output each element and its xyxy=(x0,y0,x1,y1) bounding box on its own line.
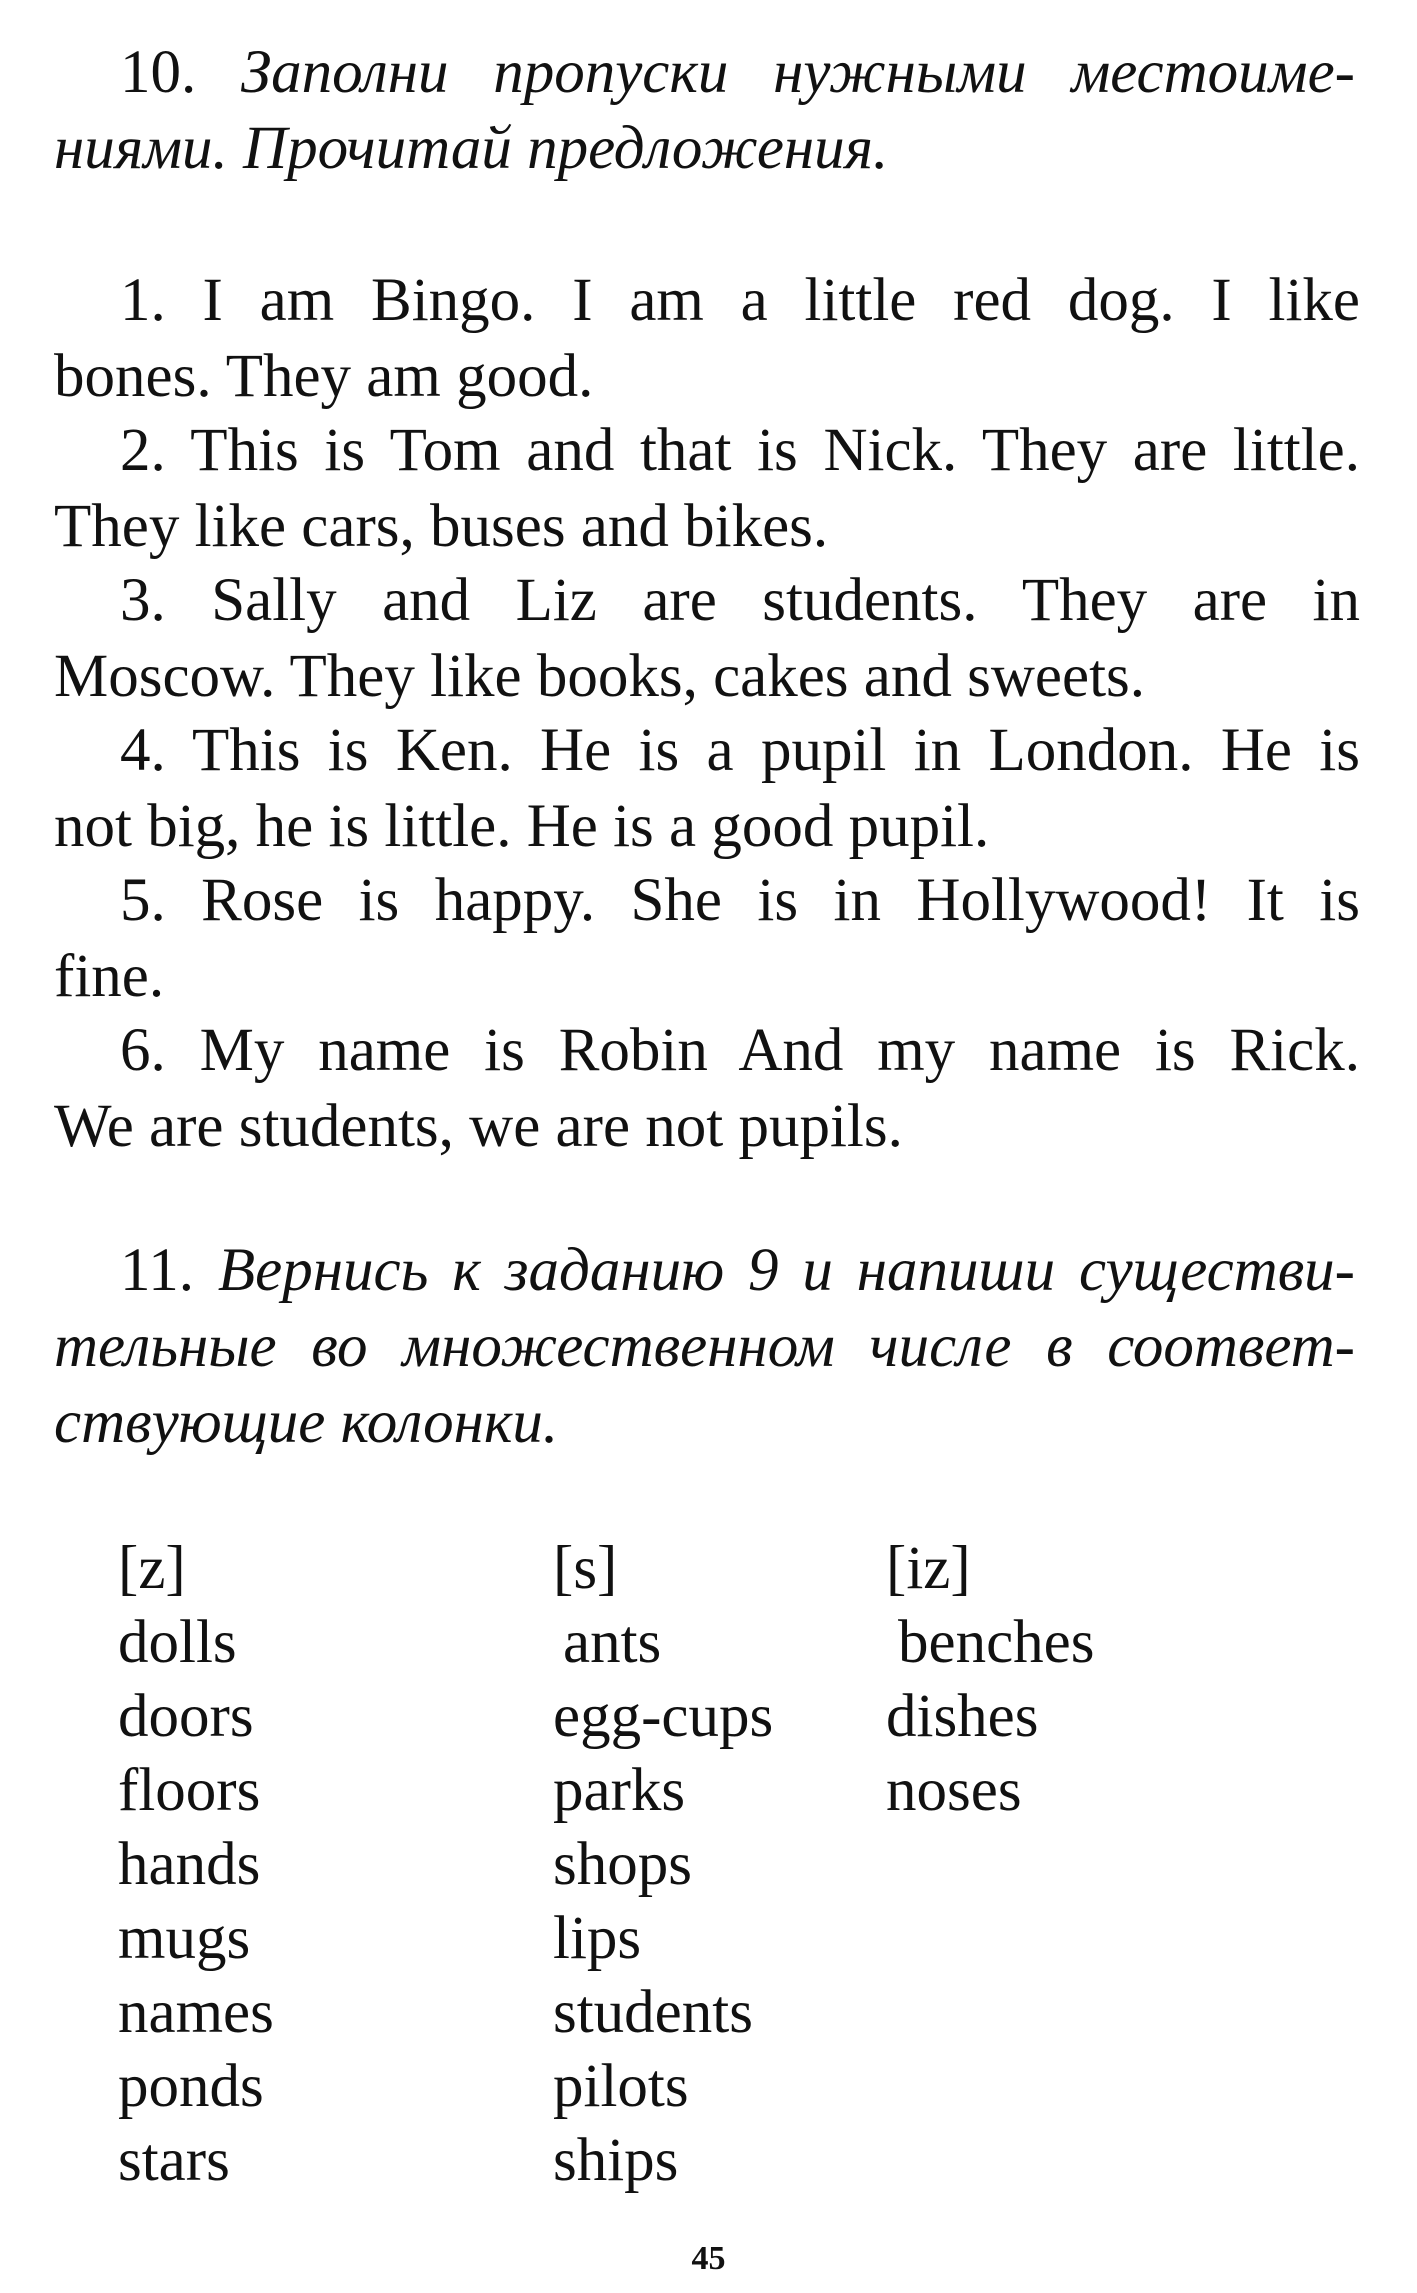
column-z-item: dolls xyxy=(118,1609,237,1676)
exercise-11-instruction-line-2: тельные во множественном числе в соответ- xyxy=(54,1313,1355,1380)
exercise-10-sentence-line: not big, he is little. He is a good pupil. xyxy=(54,793,990,860)
page-number: 45 xyxy=(691,2240,726,2277)
column-z-item: mugs xyxy=(118,1905,251,1972)
exercise-10-sentence-line: bones. They am good. xyxy=(54,343,594,410)
exercise-10-instruction-line-2: ниями. Прочитай предложения. xyxy=(54,115,889,182)
column-s-header: [s] xyxy=(553,1535,618,1602)
exercise-10-sentence-line: fine. xyxy=(54,943,165,1010)
exercise-10-sentence-line: 1. I am Bingo. I am a little red dog. I like xyxy=(120,267,1360,334)
exercise-10-sentence-line: Moscow. They like books, cakes and sweets. xyxy=(54,643,1146,710)
column-s-item: pilots xyxy=(553,2053,689,2120)
column-s-item: egg-cups xyxy=(553,1683,774,1750)
column-iz-item: noses xyxy=(886,1757,1022,1824)
column-z-item: names xyxy=(118,1979,274,2046)
exercise-10-sentence-line: They like cars, buses and bikes. xyxy=(54,493,829,560)
exercise-10-sentence-line: 2. This is Tom and that is Nick. They are little. xyxy=(120,417,1360,484)
column-z-item: doors xyxy=(118,1683,254,1750)
column-z-item: stars xyxy=(118,2127,230,2194)
column-z-item: floors xyxy=(118,1757,261,1824)
column-z-item: hands xyxy=(118,1831,261,1898)
exercise-10-sentence-line: We are students, we are not pupils. xyxy=(54,1093,903,1160)
column-iz-item: benches xyxy=(898,1609,1095,1676)
exercise-10-sentence-line: 3. Sally and Liz are students. They are in xyxy=(120,567,1360,634)
column-s-item: students xyxy=(553,1979,753,2046)
column-s-item: shops xyxy=(553,1831,692,1898)
exercise-10-sentence-line: 5. Rose is happy. She is in Hollywood! It is xyxy=(120,867,1360,934)
exercise-11-number: 11. xyxy=(120,1237,194,1304)
column-z-item: ponds xyxy=(118,2053,264,2120)
exercise-11-instruction: Вернись к заданию 9 и напиши существи- xyxy=(217,1237,1355,1304)
exercise-10-sentence-line: 6. My name is Robin And my name is Rick. xyxy=(120,1017,1360,1084)
exercise-10-number: 10. xyxy=(120,39,197,106)
exercise-11-instruction-line-1 xyxy=(120,1237,1355,1304)
column-iz-item: dishes xyxy=(886,1683,1039,1750)
column-s-item: parks xyxy=(553,1757,686,1824)
column-s-item: ships xyxy=(553,2127,679,2194)
exercise-10-sentence-line: 4. This is Ken. He is a pupil in London. He is xyxy=(120,717,1360,784)
column-iz-header: [iz] xyxy=(886,1535,971,1602)
column-z-header: [z] xyxy=(118,1535,186,1602)
column-s-item: lips xyxy=(553,1905,642,1972)
exercise-10-instruction: Заполни пропуски нужными местоиме- xyxy=(240,39,1355,106)
exercise-10-instruction-line-1 xyxy=(120,39,1355,106)
column-s-item: ants xyxy=(563,1609,662,1676)
exercise-11-instruction-line-3: ствующие колонки. xyxy=(54,1389,559,1456)
